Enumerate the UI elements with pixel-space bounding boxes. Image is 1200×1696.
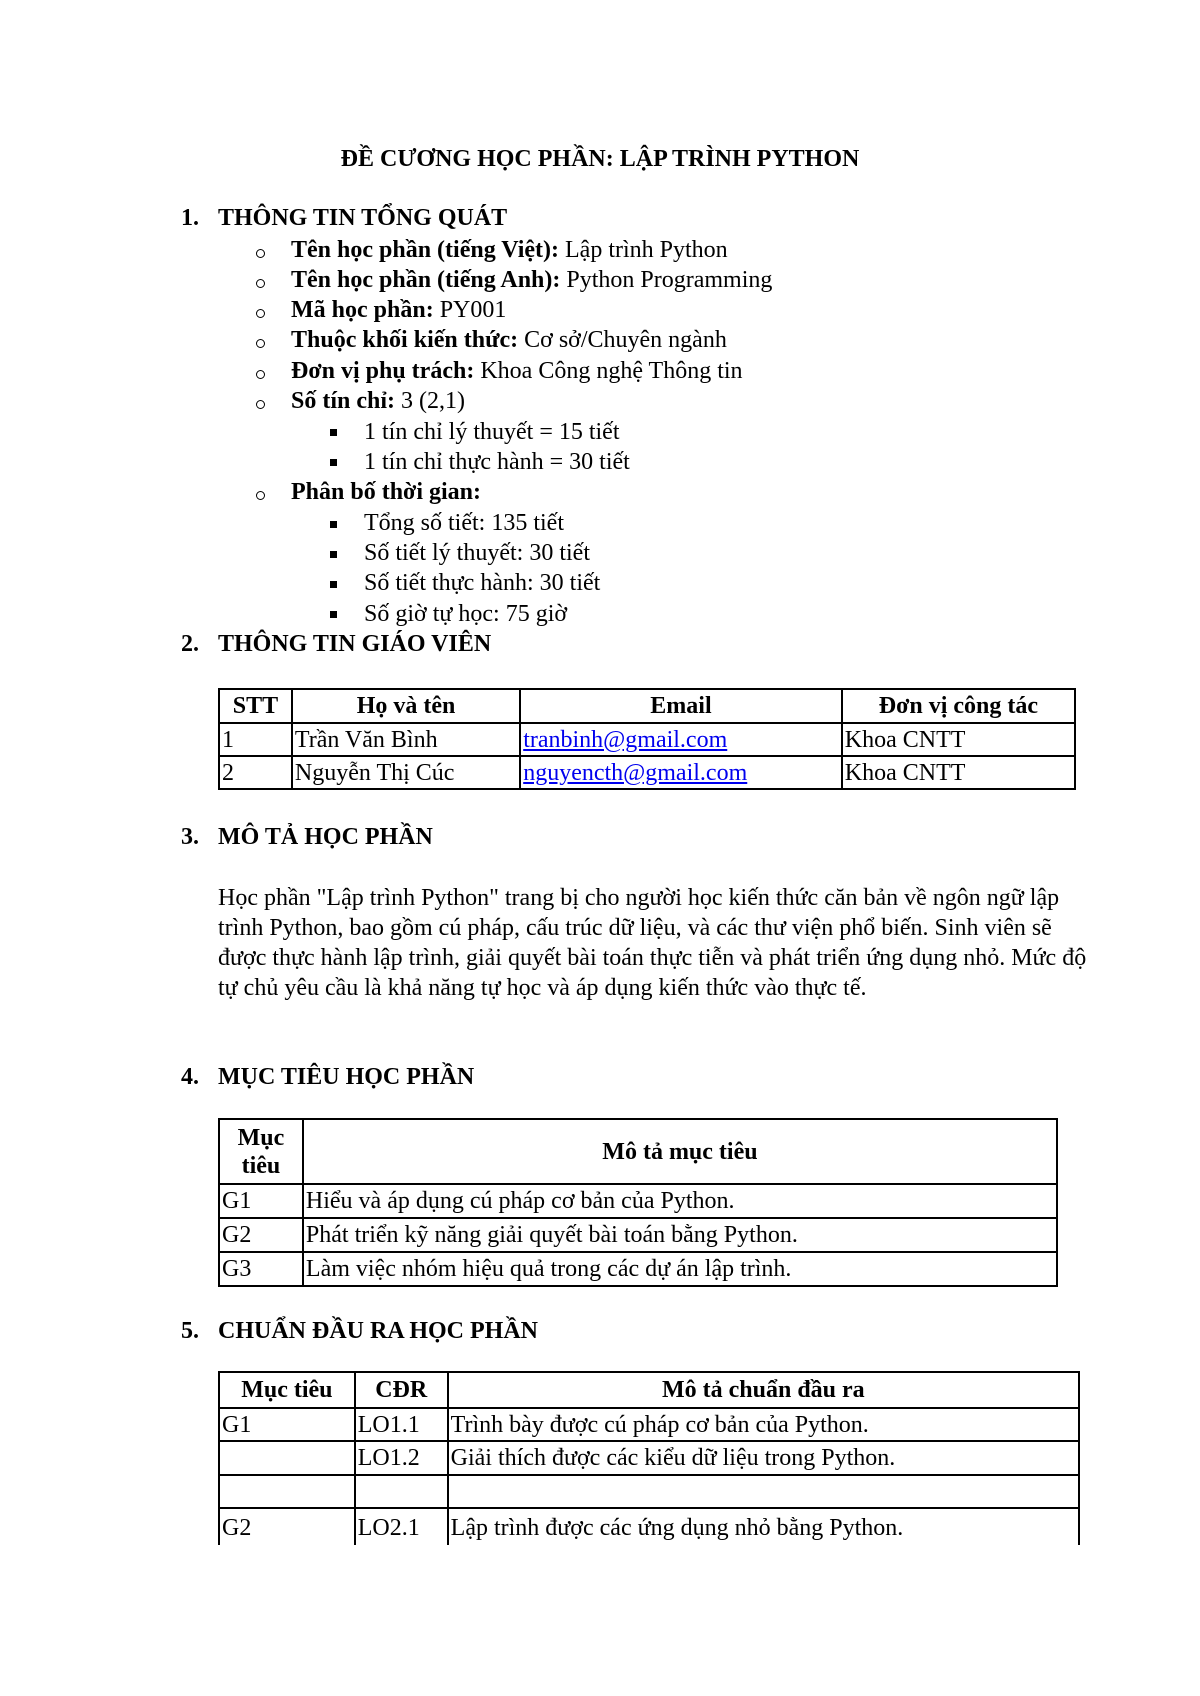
table-row <box>219 1252 1057 1286</box>
table-cell: LO2.1 <box>355 1508 448 1545</box>
time-self-study: Số giờ tự học: 75 giờ <box>364 601 568 627</box>
table-cell: G3 <box>219 1252 303 1286</box>
table-header-row <box>219 1119 1057 1184</box>
info-department: Đơn vị phụ trách: Khoa Công nghệ Thông tin <box>291 358 743 384</box>
table-cell: Trần Văn Bình <box>292 723 520 756</box>
table-cell: Khoa CNTT <box>842 756 1075 789</box>
info-knowledge-block: Thuộc khối kiến thức: Cơ sở/Chuyên ngành <box>291 327 727 353</box>
table-cell <box>219 1441 355 1475</box>
info-time-allocation: Phân bố thời gian: <box>291 479 482 505</box>
info-course-code: Mã học phần: PY001 <box>291 297 507 323</box>
table-header: Họ và tên <box>292 689 520 723</box>
table-row <box>219 1408 1079 1441</box>
table-cell: Khoa CNTT <box>842 723 1075 756</box>
table-cell <box>355 1475 448 1508</box>
circle-bullet-icon <box>256 309 265 318</box>
circle-bullet-icon <box>256 400 265 409</box>
table-cell: G1 <box>219 1184 303 1218</box>
circle-bullet-icon <box>256 339 265 348</box>
objectives-table <box>218 1118 1058 1287</box>
table-cell: Làm việc nhóm hiệu quả trong các dự án lập trình. <box>303 1252 1057 1286</box>
square-bullet-icon <box>330 429 337 436</box>
square-bullet-icon <box>330 521 337 528</box>
email-cell <box>520 723 842 756</box>
table-header: Mục tiêu <box>219 1119 303 1184</box>
square-bullet-icon <box>330 581 337 588</box>
table-cell: G2 <box>219 1218 303 1252</box>
info-credits: Số tín chỉ: 3 (2,1) <box>291 388 465 414</box>
table-cell: Hiểu và áp dụng cú pháp cơ bản của Python. <box>303 1184 1057 1218</box>
table-header: Mục tiêu <box>219 1372 355 1408</box>
email-link[interactable]: tranbinh@gmail.com <box>523 726 728 753</box>
time-theory: Số tiết lý thuyết: 30 tiết <box>364 540 590 566</box>
table-cell: LO1.2 <box>355 1441 448 1475</box>
table-row <box>219 1218 1057 1252</box>
table-cell: 2 <box>219 756 292 789</box>
table-cell: Giải thích được các kiểu dữ liệu trong Python. <box>448 1441 1079 1475</box>
table-header: Email <box>520 689 842 723</box>
section-3-number: 3. <box>181 824 199 850</box>
circle-bullet-icon <box>256 370 265 379</box>
square-bullet-icon <box>330 551 337 558</box>
table-row <box>219 1184 1057 1218</box>
section-4-title: MỤC TIÊU HỌC PHẦN <box>218 1064 475 1090</box>
table-header-row <box>219 1372 1079 1408</box>
table-cell <box>219 1475 355 1508</box>
table-row <box>219 1508 1079 1545</box>
table-cell: 1 <box>219 723 292 756</box>
table-row <box>219 723 1075 756</box>
section-3-title: MÔ TẢ HỌC PHẦN <box>218 824 433 850</box>
time-total: Tổng số tiết: 135 tiết <box>364 510 564 536</box>
table-header: Đơn vị công tác <box>842 689 1075 723</box>
outcomes-table-clip <box>218 1371 1080 1545</box>
section-5-number: 5. <box>181 1318 199 1344</box>
table-header: Mô tả mục tiêu <box>303 1119 1057 1184</box>
table-header: STT <box>219 689 292 723</box>
course-description: Học phần "Lập trình Python" trang bị cho người học kiến thức căn bản về ngôn ngữ lập trình Python, bao gồm cú pháp, cấu trúc dữ liệu, và các thư viện phổ biến. Sinh viên sẽ được thực hành lập trình, giải quyết bài toán thực tiễn và phát triển ứng dụng nhỏ. Mức độ tự chủ yêu cầu là khả năng tự học và áp dụng kiến thức vào thực tế. <box>218 885 1087 1001</box>
table-cell: Trình bày được cú pháp cơ bản của Python. <box>448 1408 1079 1441</box>
table-header-row <box>219 689 1075 723</box>
table-row <box>219 756 1075 789</box>
info-course-name-vi: Tên học phần (tiếng Việt): Lập trình Python <box>291 237 728 263</box>
table-cell <box>448 1475 1079 1508</box>
document-title: ĐỀ CƯƠNG HỌC PHẦN: LẬP TRÌNH PYTHON <box>340 146 860 172</box>
circle-bullet-icon <box>256 249 265 258</box>
credits-theory: 1 tín chỉ lý thuyết = 15 tiết <box>364 419 620 445</box>
square-bullet-icon <box>330 611 337 618</box>
table-row <box>219 1441 1079 1475</box>
table-header: CĐR <box>355 1372 448 1408</box>
circle-bullet-icon <box>256 491 265 500</box>
outcomes-table <box>218 1371 1080 1545</box>
section-2-number: 2. <box>181 631 199 657</box>
table-cell: LO1.1 <box>355 1408 448 1441</box>
section-5-title: CHUẨN ĐẦU RA HỌC PHẦN <box>218 1318 538 1344</box>
email-link[interactable]: nguyencth@gmail.com <box>523 759 748 786</box>
square-bullet-icon <box>330 459 337 466</box>
teacher-table <box>218 688 1076 790</box>
circle-bullet-icon <box>256 279 265 288</box>
table-cell: G2 <box>219 1508 355 1545</box>
section-1-title: THÔNG TIN TỔNG QUÁT <box>218 205 508 231</box>
section-2-title: THÔNG TIN GIÁO VIÊN <box>218 631 492 657</box>
table-cell: G1 <box>219 1408 355 1441</box>
section-1-number: 1. <box>181 205 199 231</box>
table-cell: Lập trình được các ứng dụng nhỏ bằng Python. <box>448 1508 1079 1545</box>
table-row <box>219 1475 1079 1508</box>
table-cell: Phát triển kỹ năng giải quyết bài toán bằng Python. <box>303 1218 1057 1252</box>
section-4-number: 4. <box>181 1064 199 1090</box>
table-cell: Nguyễn Thị Cúc <box>292 756 520 789</box>
email-cell <box>520 756 842 789</box>
table-header: Mô tả chuẩn đầu ra <box>448 1372 1079 1408</box>
credits-practice: 1 tín chỉ thực hành = 30 tiết <box>364 449 630 475</box>
info-course-name-en: Tên học phần (tiếng Anh): Python Programming <box>291 267 773 293</box>
time-practice: Số tiết thực hành: 30 tiết <box>364 570 601 596</box>
